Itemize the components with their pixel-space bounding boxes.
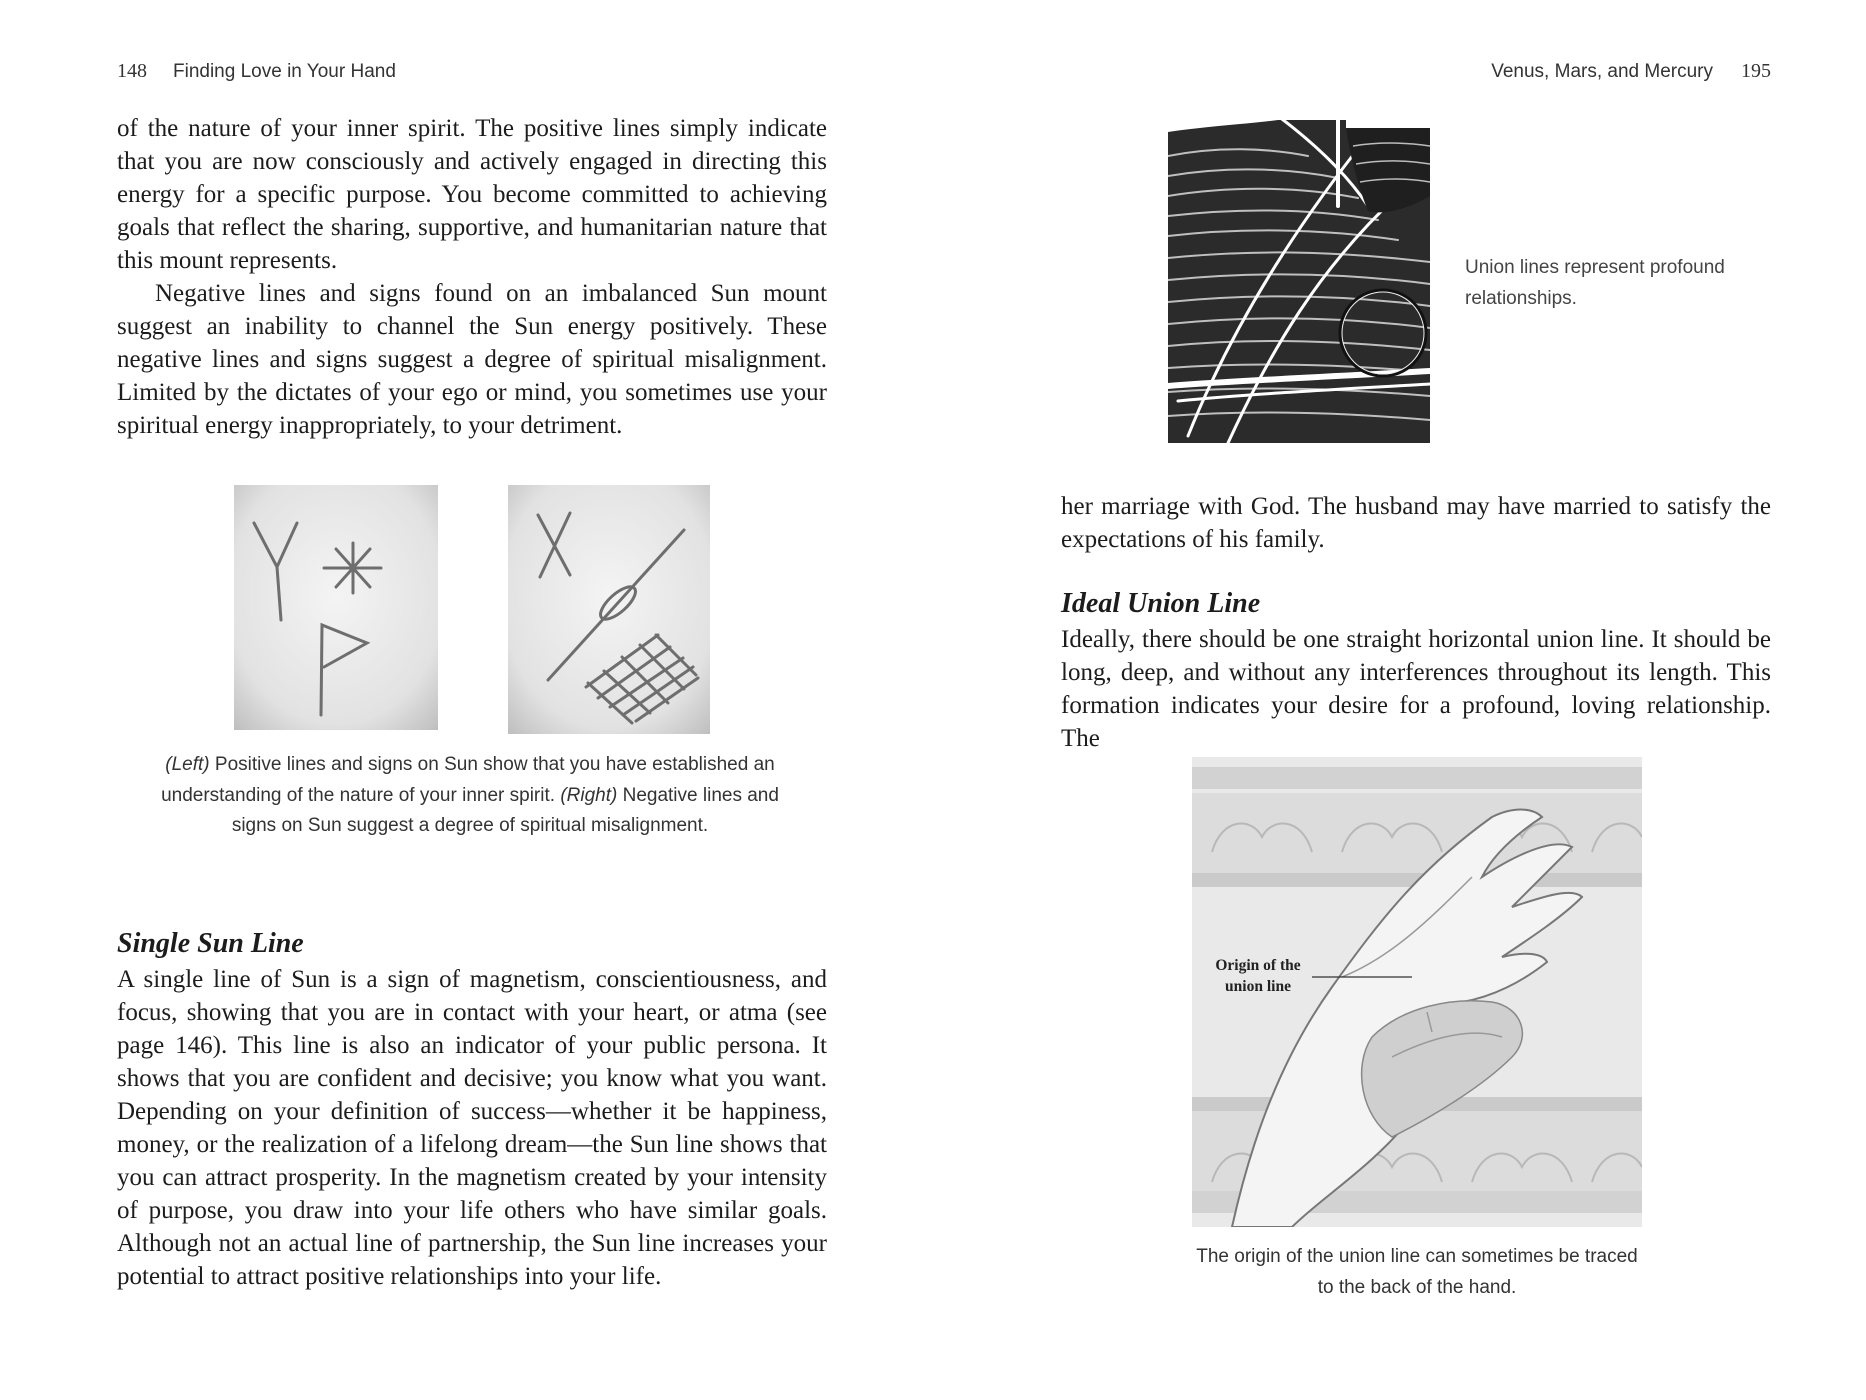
right-paragraph-2: Ideally, there should be one straight horizontal union line. It should be long, deep, and without any interferences throughout its length. This formation indicates your desire for a profound, loving relationship. The <box>1061 626 1771 752</box>
origin-of-union-line-label <box>1202 955 1314 997</box>
right-page-number: 195 <box>1741 60 1771 82</box>
hand-label-line-1: Origin of the <box>1215 957 1301 974</box>
negative-signs-illustration <box>508 485 710 734</box>
caption-right-tag: (Right) <box>560 784 618 806</box>
ideal-union-line-heading: Ideal Union Line <box>1061 588 1261 619</box>
right-page <box>933 0 1866 1400</box>
left-running-head <box>117 60 396 86</box>
right-running-head <box>1491 60 1771 86</box>
sun-signs-figure-caption <box>150 750 790 842</box>
left-page-number: 148 <box>117 60 147 82</box>
caption-left-text: Positive lines and signs on Sun show that you have established an understanding of the nature of your inner spirit. <box>161 754 775 806</box>
hand-label-line-2: union line <box>1225 978 1291 995</box>
right-running-title: Venus, Mars, and Mercury <box>1491 61 1713 82</box>
left-paragraph-1: of the nature of your inner spirit. The positive lines simply indicate that you are now consciously and actively engaged in directing this energy for a specific purpose. You become committed to achieving goals that reflect the sharing, supportive, and humanitarian nature that this mount represents. <box>117 115 827 274</box>
hand-caption: The origin of the union line can sometimes be traced to the back of the hand. <box>1196 1246 1638 1298</box>
hand-illustration <box>1192 757 1642 1227</box>
union-lines-caption: Union lines represent profound relationships. <box>1465 257 1725 309</box>
left-paragraph-2: Negative lines and signs found on an imbalanced Sun mount suggest an inability to channel the Sun energy positively. These negative lines and signs suggest a degree of spiritual misalignment. Limited by the dictates of your ego or mind, you sometimes use your spiritual energy inappropriately, to your detriment. <box>117 280 827 439</box>
single-sun-line-heading: Single Sun Line <box>117 928 304 959</box>
caption-right-text: Negative lines and signs on Sun suggest a degree of spiritual misalignment. <box>231 784 779 836</box>
caption-left-tag: (Left) <box>165 754 210 775</box>
left-paragraph-3: A single line of Sun is a sign of magnetism, conscientiousness, and focus, showing that you are in contact with your heart, or atma (see page 146). This line is also an indicator of your public persona. It shows that you are confident and decisive; you know what you want. Depending on your definition of success—whether it be happiness, money, or the realization of a lifelong dream—the Sun line shows that you can attract prosperity. In the magnetism created by your intensity of purpose, you draw into your life others who have similar goals. Although not an actual line of partnership, the Sun line increases your potential to attract positive relationships into your life. <box>117 966 827 1290</box>
palm-print-image <box>1168 116 1430 443</box>
right-paragraph-1: her marriage with God. The husband may have married to satisfy the expectations of his family. <box>1061 493 1771 553</box>
positive-signs-illustration <box>234 485 438 730</box>
left-running-title: Finding Love in Your Hand <box>173 61 396 82</box>
